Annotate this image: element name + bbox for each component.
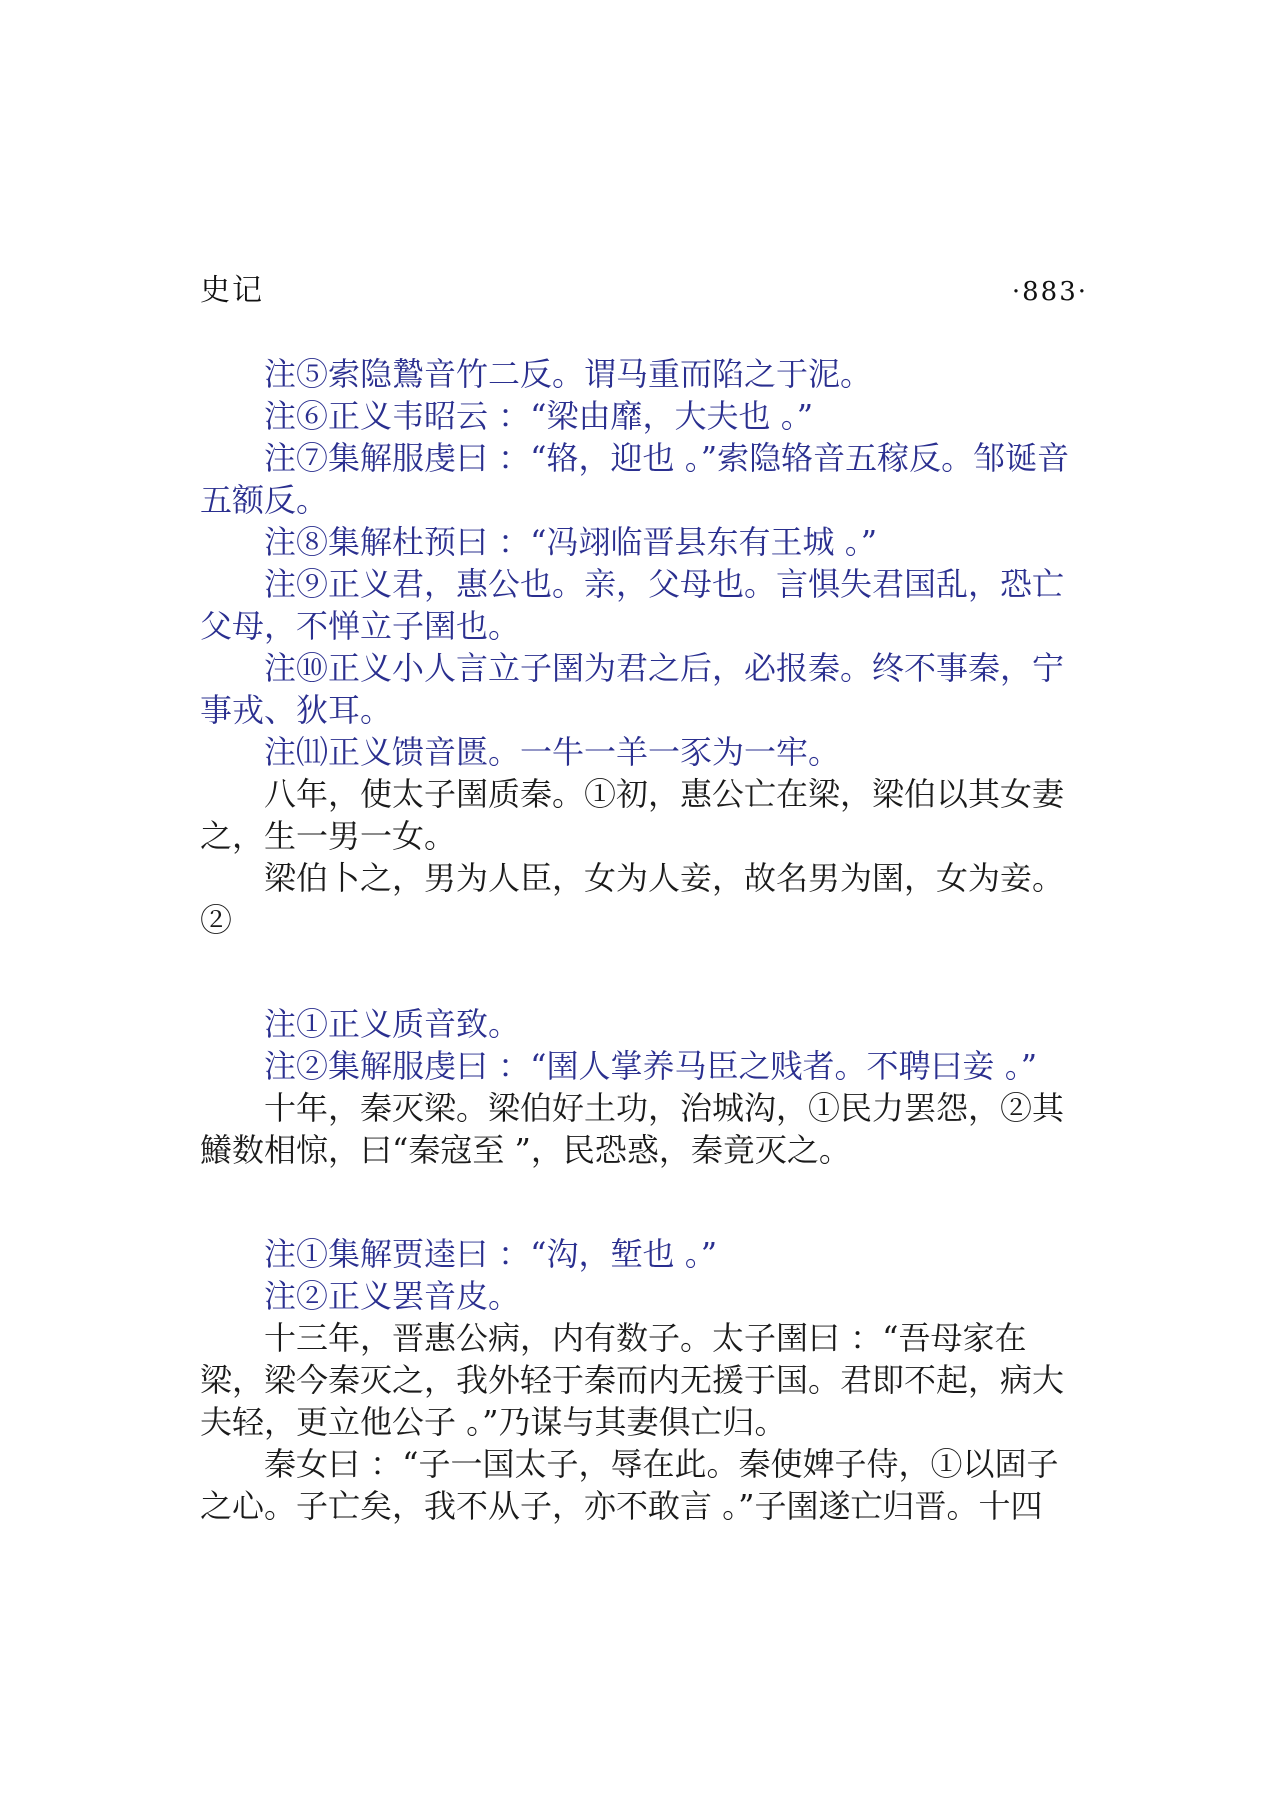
main-text-paragraph: 十年，秦灭梁。梁伯好土功，治城沟，①民力罢怨，②其鱶数相惊，曰“秦寇至 ”，民恐惑，秦竟灭之。	[200, 1089, 1065, 1169]
section-gap	[200, 941, 1088, 1003]
main-text-paragraph: 秦女曰 ：“子一国太子，辱在此。秦使婢子侍，①以固子之心。子亡矣，我不从子，亦不敢言 。”子圉遂亡归晋。十四	[200, 1445, 1059, 1525]
footnote-paragraph: 注⑦集解服虔曰 ：“辂，迎也 。”索隐辂音五稼反。邹诞音五额反。	[200, 439, 1070, 519]
footnote-paragraph: 注⑤索隐鷙音竹二反。谓马重而陷之于泥。	[264, 355, 873, 393]
body-text	[200, 353, 1088, 1527]
footnote-paragraph: 注②正义罢音皮。	[264, 1277, 521, 1315]
main-text-paragraph: 十三年，晋惠公病，内有数子。太子圉曰 ：“吾母家在梁，梁今秦灭之，我外轻于秦而内无援于国。君即不起，病大夫轻，更立他公子 。”乃谋与其妻俱亡归。	[200, 1319, 1065, 1441]
main-text-paragraph: 梁伯卜之，男为人臣，女为人妾，故名男为圉，女为妾。②	[200, 859, 1065, 939]
footnote-paragraph: 注①集解贾逵曰 ：“沟，堑也 。”	[264, 1235, 718, 1273]
footnote-paragraph: 注⑨正义君，惠公也。亲，父母也。言惧失君国乱，恐亡父母，不惮立子圉也。	[200, 565, 1065, 645]
footnote-paragraph: 注⑾正义馈音匮。一牛一羊一豕为一牢。	[264, 733, 841, 771]
main-text-paragraph: 八年，使太子圉质秦。①初，惠公亡在梁，梁伯以其女妻之，生一男一女。	[200, 775, 1065, 855]
footnote-paragraph: 注②集解服虔曰 ：“圉人掌养马臣之贱者。不聘曰妾 。”	[264, 1047, 1038, 1085]
book-title: 史记	[200, 273, 264, 308]
footnote-paragraph: 注⑧集解杜预曰 ：“冯翊临晋县东有王城 。”	[264, 523, 878, 561]
footnote-paragraph: 注①正义质音致。	[264, 1005, 521, 1043]
page-number: ·883·	[1011, 277, 1088, 307]
book-page	[200, 265, 1088, 1527]
footnote-paragraph: 注⑩正义小人言立子圉为君之后，必报秦。终不事秦，宁事戎、狄耳。	[200, 649, 1065, 729]
footnote-paragraph: 注⑥正义韦昭云 ：“梁由靡，大夫也 。”	[264, 397, 814, 435]
section-gap	[200, 1171, 1088, 1233]
page-header	[200, 265, 1088, 315]
